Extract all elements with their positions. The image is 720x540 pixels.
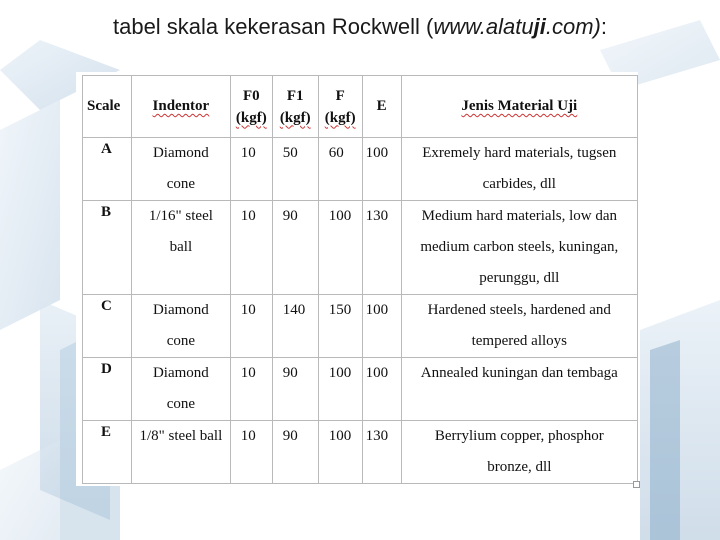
cell-f: 100: [318, 358, 362, 421]
table-row: [83, 358, 638, 421]
cell-f1: 50: [272, 138, 318, 201]
cell-e: 100: [362, 295, 401, 358]
cell-f0: 10: [230, 421, 272, 484]
cell-f1: 140: [272, 295, 318, 358]
title-suffix: :: [600, 14, 607, 39]
cell-scale: C: [83, 295, 132, 358]
cell-material: Exremely hard materials, tugsen carbides, dll: [401, 138, 637, 201]
title-url-part1: www.alatu: [433, 14, 534, 39]
cell-indentor: Diamond cone: [131, 138, 230, 201]
cell-f: 150: [318, 295, 362, 358]
header-f1: F1 (kgf): [272, 76, 318, 138]
rockwell-scale-table: [82, 75, 638, 484]
cell-f0: 10: [230, 138, 272, 201]
header-material: Jenis Material Uji: [401, 76, 637, 138]
cell-f0: 10: [230, 201, 272, 295]
cell-indentor: Diamond cone: [131, 295, 230, 358]
cell-scale: E: [83, 421, 132, 484]
cell-f1: 90: [272, 421, 318, 484]
cell-f0: 10: [230, 295, 272, 358]
header-f: F (kgf): [318, 76, 362, 138]
title-url-part3: .com): [545, 14, 601, 39]
cell-material: Medium hard materials, low dan medium carbon steels, kuningan, perunggu, dll: [401, 201, 637, 295]
cell-e: 100: [362, 138, 401, 201]
title-url-part2: ji: [533, 14, 546, 39]
table-header-row: [83, 76, 638, 138]
table-row: [83, 138, 638, 201]
cell-indentor: Diamond cone: [131, 358, 230, 421]
cell-f: 60: [318, 138, 362, 201]
cell-f: 100: [318, 201, 362, 295]
title-prefix: tabel skala kekerasan Rockwell (: [112, 14, 434, 39]
cell-scale: D: [83, 358, 132, 421]
cell-e: 130: [362, 201, 401, 295]
cell-e: 100: [362, 358, 401, 421]
slide-title: [0, 14, 720, 40]
cell-indentor: 1/8" steel ball: [131, 421, 230, 484]
cell-f1: 90: [272, 358, 318, 421]
table-row: [83, 421, 638, 484]
cell-f0: 10: [230, 358, 272, 421]
cell-scale: A: [83, 138, 132, 201]
table-row: [83, 295, 638, 358]
cell-e: 130: [362, 421, 401, 484]
cell-material: Berrylium copper, phosphor bronze, dll: [401, 421, 637, 484]
cell-indentor: 1/16" steel ball: [131, 201, 230, 295]
table-body: [83, 138, 638, 484]
table-container: [76, 72, 638, 486]
header-indentor: Indentor: [131, 76, 230, 138]
header-f0: F0 (kgf): [230, 76, 272, 138]
table-row: [83, 201, 638, 295]
cell-f: 100: [318, 421, 362, 484]
resize-handle[interactable]: [633, 481, 640, 488]
header-e: E: [362, 76, 401, 138]
header-scale: Scale: [83, 76, 132, 138]
cell-scale: B: [83, 201, 132, 295]
cell-material: Annealed kuningan dan tembaga: [401, 358, 637, 421]
cell-f1: 90: [272, 201, 318, 295]
cell-material: Hardened steels, hardened and tempered alloys: [401, 295, 637, 358]
